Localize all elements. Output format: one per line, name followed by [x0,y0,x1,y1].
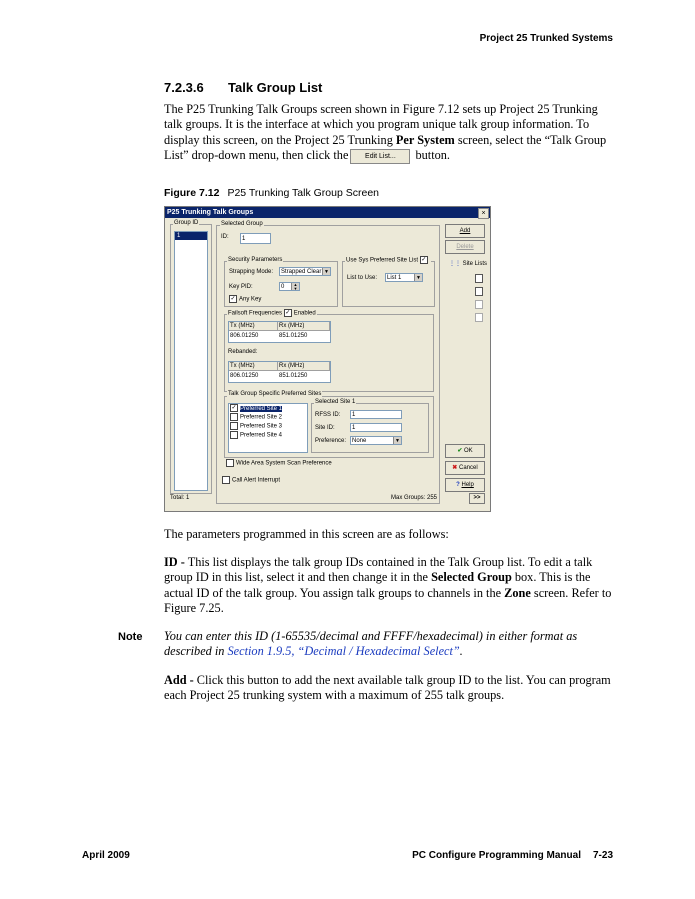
more-button[interactable]: >> [469,493,485,504]
id-text-3: screen. Refer to Figure 7.25. [164,585,612,616]
use-sys-checkbox[interactable]: ✓ [421,257,427,263]
cancel-label: Cancel [459,465,478,471]
note-label: Note [118,631,143,643]
cancel-x-icon: ✖ [452,465,458,471]
help-button[interactable] [445,478,485,492]
add-button[interactable]: Add [445,224,485,238]
list-item[interactable] [229,431,307,440]
intro-text-1: The P25 Trunking Talk Groups screen shown in Figure 7.12 sets up Project 25 Trunking talk groups. It is the interface at which you program unique talk group information. To display this screen, on the Project 25 Trunking [164,102,598,147]
failsoft-table[interactable] [228,321,331,343]
dialog-title: P25 Trunking Talk Groups [167,209,254,216]
id-text-1: This list displays the talk group IDs contained in the Talk Group list. To edit a talk group ID in this list, select it and then change it in the [164,555,593,585]
help-label: Help [461,482,474,488]
strapping-mode-select[interactable] [279,267,331,276]
selected-site-legend: Selected Site 1 [315,399,356,405]
use-sys-preferred-group [342,261,435,307]
call-alert-checkbox[interactable] [222,476,230,484]
chevron-down-icon: ▼ [322,268,330,275]
failsoft-enabled-label: Enabled [293,310,316,317]
dialog-titlebar [165,207,490,218]
call-alert-option[interactable] [222,476,280,484]
preferred-site-3-label: Preferred Site 3 [240,423,283,430]
note-body: You can enter this ID (1-65535/decimal and FFFF/hexadecimal) in either format as described in [164,629,578,659]
rx-header: Rx (MHz) [278,362,330,371]
spinner-arrows-icon[interactable]: ▲ ▼ [291,283,299,290]
add-paragraph [164,673,614,704]
call-alert-label: Call Alert Interrupt [232,477,281,484]
wide-area-checkbox[interactable] [226,459,234,467]
any-key-label: Any Key [239,296,262,303]
rebanded-label: Rebanded: [228,349,258,355]
preferred-site-1-checkbox[interactable]: ✓ [231,405,237,411]
total-label: Total: 1 [170,495,190,501]
rebanded-table[interactable] [228,361,331,383]
edit-list-button-image: Edit List... [350,149,410,164]
chevron-down-icon: ▼ [393,437,401,444]
footer-right [412,850,613,861]
preference-label: Preference: [315,438,347,444]
figure-caption [164,187,379,199]
note-end: . [459,644,463,659]
chevron-down-icon: ▼ [414,274,422,281]
preferred-site-4-checkbox[interactable] [230,431,238,439]
site-id-input[interactable]: 1 [350,423,402,432]
id-text-2: box. This is the actual ID of the talk group. You assign talk groups to channels in the [164,570,591,600]
preferred-site-2-label: Preferred Site 2 [240,414,283,421]
rebanded-rx-cell[interactable]: 851.01250 [279,373,308,379]
preferred-site-1-label: Preferred Site 1 [240,405,283,412]
list-item[interactable] [229,422,307,431]
document-icon[interactable] [475,300,483,309]
security-legend: Security Parameters [228,257,283,263]
section-number: 7.2.3.6 [164,80,204,95]
list-to-use-select[interactable] [385,273,423,282]
list-item[interactable] [229,413,307,422]
id-bold-zone: Zone [504,585,531,600]
max-groups-label: Max Groups: 255 [391,495,438,501]
list-to-use-value: List 1 [387,275,402,281]
preferred-site-2-checkbox[interactable] [230,413,238,421]
preferred-sites-list[interactable] [228,403,308,453]
cancel-button[interactable] [445,461,485,475]
figure-label: Figure 7.12 [164,187,220,199]
delete-button[interactable]: Delete [445,240,485,254]
rebanded-tx-cell[interactable]: 806.01250 [230,373,259,379]
help-icon: ? [456,482,460,488]
ok-label: OK [464,448,473,454]
key-pid-spinner[interactable] [279,282,300,291]
rfss-id-input[interactable]: 1 [350,410,402,419]
strapping-mode-value: Strapped Clear [281,269,322,275]
intro-bold-per-system: Per System [395,132,455,147]
preference-select[interactable] [350,436,402,445]
intro-text-3: button. [412,148,450,163]
id-input[interactable]: 1 [240,233,271,244]
site-lists-link[interactable] [449,260,487,267]
preference-value: None [352,438,367,444]
close-icon[interactable]: × [478,208,489,219]
preferred-site-3-checkbox[interactable] [230,422,238,430]
selected-group-legend: Selected Group [221,221,263,227]
check-icon: ✔ [457,448,463,454]
wide-area-label: Wide Area System Scan Preference [236,460,332,467]
site-id-label: Site ID: [315,425,335,431]
failsoft-label: Failsoft Frequencies [228,310,283,317]
copy-icon[interactable] [475,274,483,283]
group-id-list[interactable] [174,231,208,491]
list-item[interactable]: 1 [175,232,207,240]
site-lists-icon: ⋮⋮ [449,261,461,267]
section-link[interactable]: Section 1.9.5, “Decimal / Hexadecimal Select” [227,644,460,659]
key-pid-value: 0 [281,284,285,290]
any-key-checkbox[interactable]: ✓ [230,296,236,302]
use-sys-label: Use Sys Preferred Site List [346,257,419,264]
running-head: Project 25 Trunked Systems [479,33,613,44]
params-intro: The parameters programmed in this screen are as follows: [164,527,449,541]
id-paragraph [164,555,614,617]
tx-header: Tx (MHz) [229,322,278,331]
note-text [164,629,614,660]
tx-header: Tx (MHz) [229,362,278,371]
use-sys-legend [345,256,431,264]
id-term: ID - [164,555,185,569]
preferred-site-4-label: Preferred Site 4 [240,432,283,439]
id-bold-selected-group: Selected Group [431,570,512,585]
list-to-use-label: List to Use: [347,275,378,281]
wide-area-option[interactable] [226,459,332,467]
failsoft-legend [227,309,317,317]
footer-page: 7-23 [592,850,613,861]
intro-text-2: screen, select the “Talk Group List” drop-down menu, then click the [164,132,607,163]
section-title: Talk Group List [228,80,323,95]
group-id-header: Group ID [174,220,199,226]
paste-icon[interactable] [475,287,483,296]
talk-groups-dialog [164,206,491,512]
site-lists-label: Site Lists [462,261,488,267]
any-key-option[interactable] [229,295,261,303]
document-icon[interactable] [475,313,483,322]
figure-title: P25 Trunking Talk Group Screen [227,187,380,199]
failsoft-rx-cell[interactable]: 851.01250 [279,333,308,339]
rfss-id-label: RFSS ID: [315,412,341,418]
intro-paragraph [164,102,614,164]
section-heading [164,80,322,95]
add-term: Add - [164,673,194,687]
key-pid-label: Key PID: [229,284,253,290]
footer-manual: PC Configure Programming Manual [412,850,581,861]
failsoft-tx-cell[interactable]: 806.01250 [230,333,259,339]
preferred-sites-legend: Talk Group Specific Preferred Sites [228,391,322,397]
add-text: Click this button to add the next available talk group ID to the list. You can program each Project 25 trunking system with a maximum of 255 talk groups. [164,673,611,703]
strapping-mode-label: Strapping Mode: [229,269,274,275]
footer-date: April 2009 [82,850,130,861]
rx-header: Rx (MHz) [278,322,330,331]
failsoft-enabled-checkbox[interactable]: ✓ [285,310,291,316]
ok-button[interactable] [445,444,485,458]
list-item[interactable] [229,404,307,413]
id-label: ID: [221,234,229,240]
